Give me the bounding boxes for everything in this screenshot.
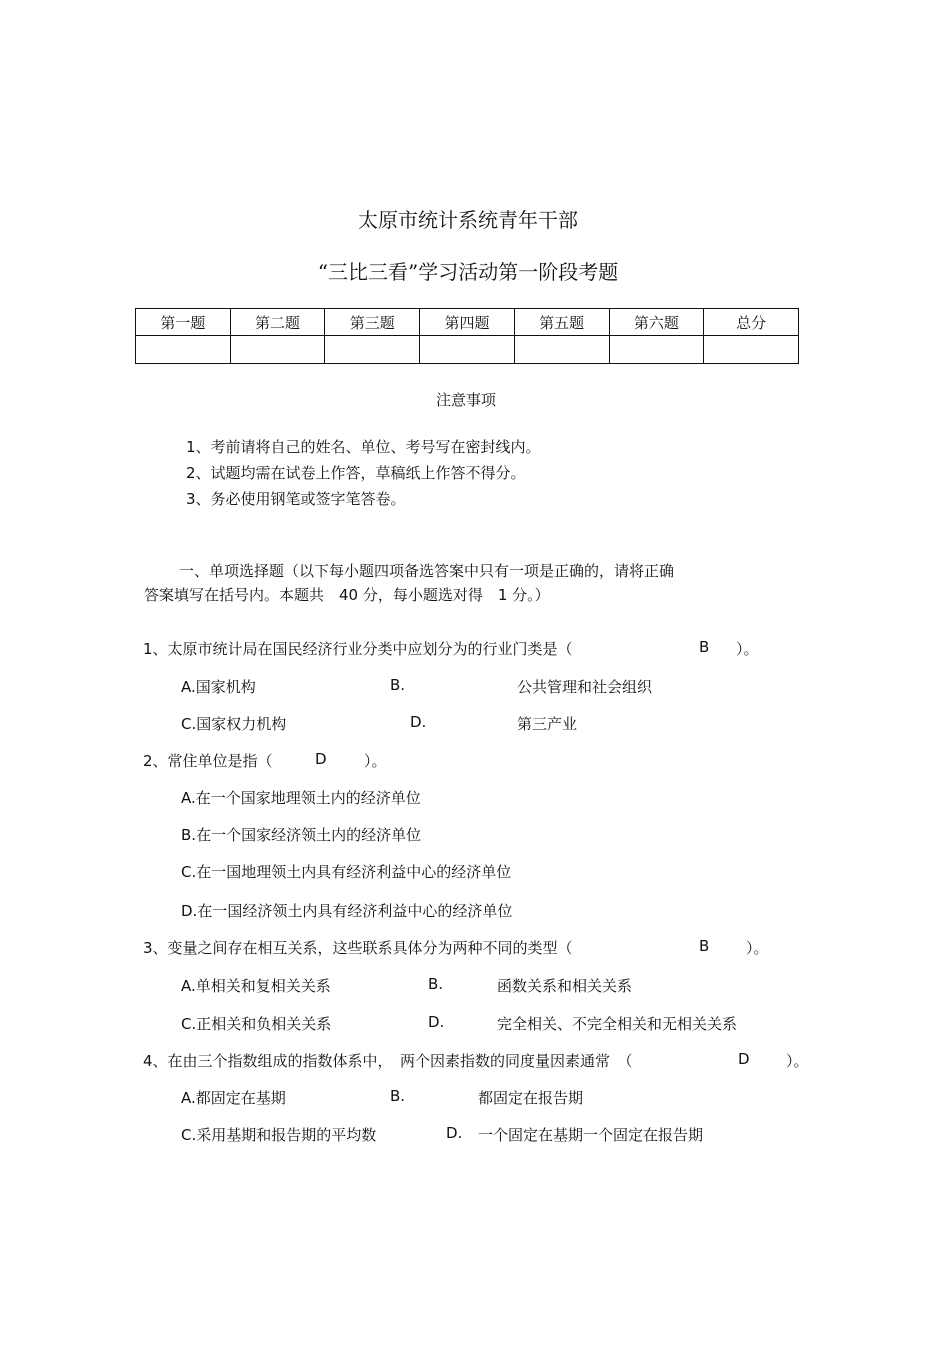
- option-text: 国家权力机构: [196, 715, 287, 733]
- question-2-stem: 2、常住单位是指（: [143, 752, 273, 770]
- score-header-q5: 第五题: [514, 309, 609, 336]
- question-4-option-b-text: 都固定在报告期: [478, 1089, 584, 1107]
- option-letter: A.: [181, 789, 196, 807]
- option-letter: A.: [181, 977, 196, 995]
- question-1-option-d-text: 第三产业: [517, 715, 578, 733]
- score-header-q3: 第三题: [325, 309, 420, 336]
- question-3-option-b-letter: B.: [428, 975, 444, 993]
- question-2-option-a: [181, 787, 421, 808]
- question-1-answer: B: [699, 638, 710, 656]
- option-text: 都固定在基期: [195, 1089, 286, 1107]
- question-3-option-d-letter: D.: [428, 1013, 445, 1031]
- question-3-answer: B: [699, 937, 710, 955]
- question-1-option-b-letter: B.: [390, 676, 406, 694]
- score-header-q1: 第一题: [136, 309, 231, 336]
- option-letter: C.: [181, 863, 197, 881]
- score-cell-q2: [230, 336, 325, 364]
- question-1-stem: 1、太原市统计局在国民经济行业分类中应划分为的行业门类是（: [143, 640, 573, 658]
- question-4-option-d-letter: D.: [446, 1124, 463, 1142]
- option-letter: A.: [181, 1089, 196, 1107]
- question-3-option-b-text: 函数关系和相关关系: [497, 977, 633, 995]
- option-text: 正相关和负相关关系: [196, 1015, 332, 1033]
- score-cell-q4: [420, 336, 515, 364]
- question-1-option-d-letter: D.: [410, 713, 427, 731]
- score-table-entry-row: [136, 336, 799, 364]
- question-4-option-c: [181, 1124, 376, 1145]
- question-1-close: ）。: [736, 640, 759, 658]
- option-letter: D.: [181, 902, 198, 920]
- option-text: 国家机构: [195, 678, 256, 696]
- question-4-answer: D: [738, 1050, 750, 1068]
- question-3-option-a: [181, 975, 331, 996]
- option-letter: A.: [181, 678, 196, 696]
- option-text: 单相关和复相关关系: [195, 977, 331, 995]
- option-letter: C.: [181, 715, 197, 733]
- score-cell-q3: [325, 336, 420, 364]
- question-4-option-d-text: 一个固定在基期一个固定在报告期: [478, 1126, 704, 1144]
- option-letter: B.: [181, 826, 197, 844]
- notice-heading: 注意事项: [436, 391, 497, 409]
- section1-intro-line1: 一、单项选择题（以下每小题四项备选答案中只有一项是正确的，请将正确: [179, 562, 675, 580]
- notice-item-2: 2、试题均需在试卷上作答，草稿纸上作答不得分。: [186, 464, 526, 482]
- question-2-option-b: [181, 824, 421, 845]
- question-1-option-b-text: 公共管理和社会组织: [517, 678, 653, 696]
- score-table-header-row: [136, 309, 799, 336]
- option-text: 在一国经济领土内具有经济利益中心的经济单位: [197, 902, 513, 920]
- option-text: 在一个国家经济领土内的经济单位: [196, 826, 422, 844]
- option-text: 在一国地理领土内具有经济利益中心的经济单位: [196, 863, 512, 881]
- question-3-option-d-text: 完全相关、不完全相关和无相关关系: [497, 1015, 738, 1033]
- score-header-total: 总分: [704, 309, 799, 336]
- question-2-answer: D: [315, 750, 327, 768]
- question-4-option-b-letter: B.: [390, 1087, 406, 1105]
- score-cell-q5: [514, 336, 609, 364]
- score-header-q4: 第四题: [420, 309, 515, 336]
- score-cell-total: [704, 336, 799, 364]
- question-4-option-a: [181, 1087, 286, 1108]
- question-4-stem: 4、在由三个指数组成的指数体系中， 两个因素指数的同度量因素通常 （: [143, 1052, 633, 1070]
- question-1-option-a: [181, 676, 256, 697]
- score-header-q2: 第二题: [230, 309, 325, 336]
- score-table: [135, 308, 799, 364]
- question-3-stem: 3、变量之间存在相互关系，这些联系具体分为两种不同的类型（: [143, 939, 573, 957]
- score-cell-q6: [609, 336, 704, 364]
- question-2-option-c: [181, 861, 511, 882]
- notice-item-1: 1、考前请将自己的姓名、单位、考号写在密封线内。: [186, 438, 541, 456]
- question-4-close: ）。: [786, 1052, 809, 1070]
- question-3-option-c: [181, 1013, 331, 1034]
- exam-title-line1: 太原市统计系统青年干部: [358, 208, 578, 232]
- exam-title-line2: “三比三看”学习活动第一阶段考题: [317, 260, 619, 284]
- question-2-close: ）。: [364, 752, 387, 770]
- question-3-close: ）。: [746, 939, 769, 957]
- notice-item-3: 3、务必使用钢笔或签字笔答卷。: [186, 490, 406, 508]
- option-text: 采用基期和报告期的平均数: [196, 1126, 377, 1144]
- score-cell-q1: [136, 336, 231, 364]
- section1-intro-line2: 答案填写在括号内。本题共 40 分，每小题选对得 1 分。）: [144, 586, 550, 604]
- option-text: 在一个国家地理领土内的经济单位: [195, 789, 421, 807]
- option-letter: C.: [181, 1126, 197, 1144]
- score-header-q6: 第六题: [609, 309, 704, 336]
- question-1-option-c: [181, 713, 286, 734]
- question-2-option-d: [181, 900, 512, 921]
- option-letter: C.: [181, 1015, 197, 1033]
